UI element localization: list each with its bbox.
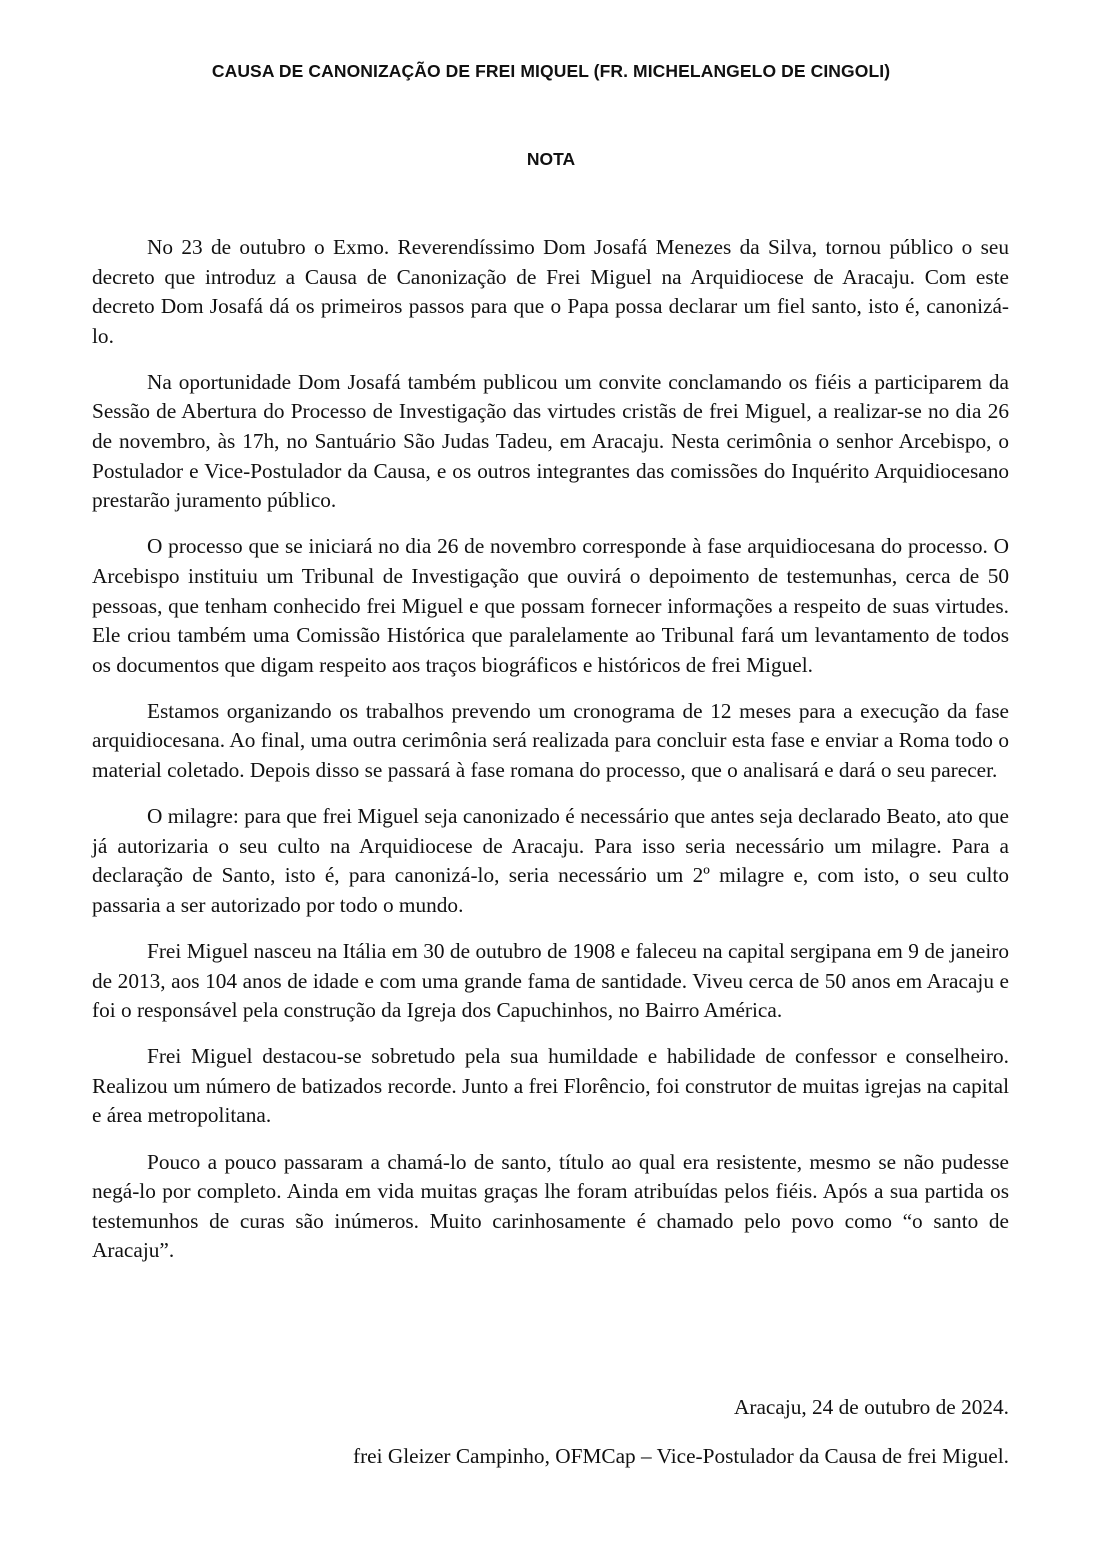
paragraph-reputation: Pouco a pouco passaram a chamá-lo de santo, título ao qual era resistente, mesmo se não pudesse negá-lo por completo. Ainda em vida muitas graças lhe foram atribuídas pelos fiéis. Após a sua partida os testemunhos de curas são inúmeros. Muito carinhosamente é chamado pelo povo como “o santo de Aracaju”.: [92, 1149, 1009, 1263]
document-subtitle: NOTA: [526, 149, 576, 169]
place-and-date: Aracaju, 24 de outubro de 2024.: [733, 1395, 1009, 1419]
document-title: CAUSA DE CANONIZAÇÃO DE FREI MIQUEL (FR. MICHELANGELO DE CINGOLI): [211, 61, 891, 81]
paragraph-schedule: Estamos organizando os trabalhos prevendo um cronograma de 12 meses para a execução da fase arquidiocesana. Ao final, uma outra cerimônia será realizada para concluir esta fase e enviar a Roma todo o material coletado. Depois disso se passará à fase romana do processo, que o analisará e dará o seu parecer.: [92, 698, 1009, 782]
signature-line: frei Gleizer Campinho, OFMCap – Vice-Postulador da Causa de frei Miguel.: [352, 1443, 1009, 1468]
paragraph-virtues: Frei Miguel destacou-se sobretudo pela sua humildade e habilidade de confessor e conselheiro. Realizou um número de batizados recorde. Junto a frei Florêncio, foi construtor de muitas igrejas na capital e área metropolitana.: [92, 1044, 1009, 1128]
document-closing: [92, 1393, 1009, 1471]
document-body: [92, 233, 1009, 1282]
paragraph-biography: Frei Miguel nasceu na Itália em 30 de outubro de 1908 e faleceu na capital sergipana em 9 de janeiro de 2013, aos 104 anos de idade e com uma grande fama de santidade. Viveu cerca de 50 anos em Aracaju e foi o responsável pela construção da Igreja dos Capuchinhos, no Bairro América.: [92, 938, 1009, 1023]
paragraph-decree: No 23 de outubro o Exmo. Reverendíssimo Dom Josafá Menezes da Silva, tornou público o seu decreto que introduz a Causa de Canonização de Frei Miguel na Arquidiocese de Aracaju. Com este decreto Dom Josafá dá os primeiros passos para que o Papa possa declarar um fiel santo, isto é, canonizá-lo.: [92, 235, 1009, 348]
paragraph-miracle: O milagre: para que frei Miguel seja canonizado é necessário que antes seja declarado Beato, ato que já autorizaria o seu culto na Arquidiocese de Aracaju. Para isso seria necessário um milagre. Para a declaração de Santo, isto é, para canonizá-lo, seria necessário um 2º milagre e, com isto, o seu culto passaria a ser autorizado por todo o mundo.: [92, 804, 1009, 917]
paragraph-process: O processo que se iniciará no dia 26 de novembro corresponde à fase arquidiocesana do processo. O Arcebispo instituiu um Tribunal de Investigação que ouvirá o depoimento de testemunhas, cerca de 50 pessoas, que tenham conhecido frei Miguel e que possam fornecer informações a respeito de suas virtudes. Ele criou também uma Comissão Histórica que paralelamente ao Tribunal fará um levantamento de todos os documentos que digam respeito aos traços biográficos e históricos de frei Miguel.: [92, 534, 1009, 677]
paragraph-invitation: Na oportunidade Dom Josafá também publicou um convite conclamando os fiéis a participarem da Sessão de Abertura do Processo de Investigação das virtudes cristãs de frei Miguel, a realizar-se no dia 26 de novembro, às 17h, no Santuário São Judas Tadeu, em Aracaju. Nesta cerimônia o senhor Arcebispo, o Postulador e Vice-Postulador da Causa, e os outros integrantes das comissões do Inquérito Arquidiocesano prestarão juramento público.: [92, 369, 1009, 513]
